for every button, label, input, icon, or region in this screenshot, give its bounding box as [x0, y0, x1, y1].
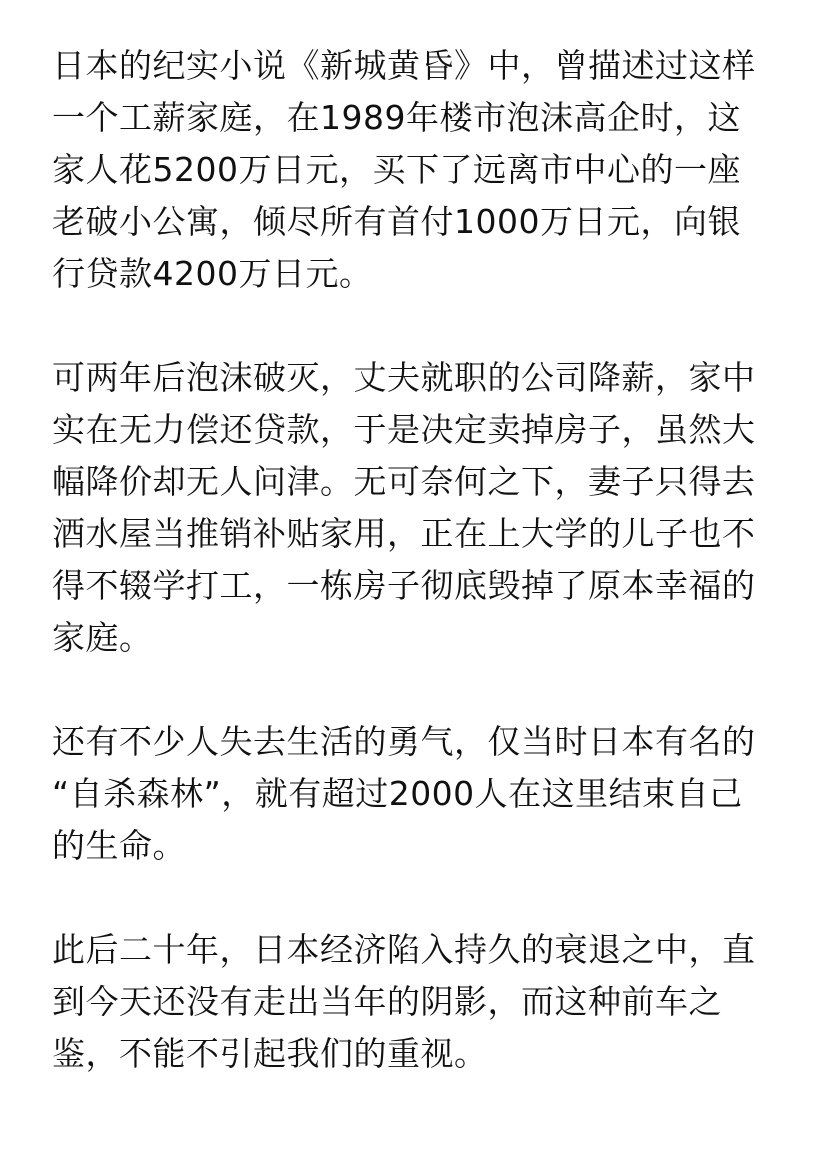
article-body: [52, 40, 780, 1132]
paragraph-2: 可两年后泡沫破灭，丈夫就职的公司降薪，家中 实在无力偿还贷款，于是决定卖掉房子，虽然大 幅降价却无人问津。无可奈何之下，妻子只得去 酒水屋当推销补贴家用，正在上大学的儿子也不 得不辍学打工，一栋房子彻底毁掉了原本幸福的 家庭。: [52, 358, 756, 657]
paragraph-3: 还有不少人失去生活的勇气，仅当时日本有名的 “自杀森林”，就有超过2000人在这里结束自己 的生命。: [52, 722, 756, 865]
paragraph-1: 日本的纪实小说《新城黄昏》中，曾描述过这样 一个工薪家庭，在1989年楼市泡沫高企时，这 家人花5200万日元，买下了远离市中心的一座 老破小公寓，倾尽所有首付1000万日元，向银 行贷款4200万日元。: [52, 46, 756, 293]
paragraph-4: 此后二十年，日本经济陷入持久的衰退之中，直 到今天还没有走出当年的阴影，而这种前车之 鉴，不能不引起我们的重视。: [52, 930, 756, 1073]
